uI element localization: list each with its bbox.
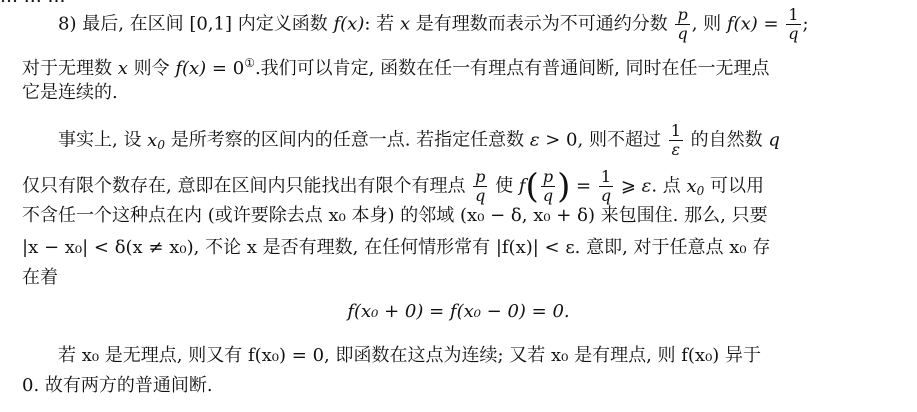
fraction-denominator: q xyxy=(600,186,612,205)
formula-text: f(x₀ + 0) = f(x₀ − 0) = 0. xyxy=(347,301,570,322)
paragraph-3-line-2 xyxy=(0,375,917,397)
fraction-1-over-epsilon xyxy=(669,122,683,159)
text: , 则 xyxy=(691,13,727,35)
math-fx: f(x) xyxy=(175,58,207,79)
math-epsilon: ε xyxy=(641,175,652,197)
paragraph-1-line-2 xyxy=(0,52,917,80)
paragraph-3-line-1 xyxy=(0,345,917,367)
paragraph-2-line-4 xyxy=(0,237,917,259)
text: |x − x₀| < δ(x ≠ x₀), 不论 x 是否有理数, 在任何情形常有 |f(x)| < ε. 意即, 对于任意点 x₀ 存 xyxy=(22,237,771,258)
right-paren: ) xyxy=(557,166,571,207)
text: 事实上, 设 xyxy=(58,129,148,151)
fraction-p-over-q xyxy=(541,168,555,205)
fraction-numerator: 1 xyxy=(670,121,681,140)
paragraph-2-line-5 xyxy=(0,267,917,289)
text: = xyxy=(757,13,785,35)
fraction-numerator: p xyxy=(475,167,486,186)
text: 若 x₀ 是无理点, 则又有 f(x₀) = 0, 即函数在这点为连续; 又若 x₀ 是有理点, 则 f(x₀) 异于 xyxy=(58,345,762,366)
math-x: x xyxy=(399,13,411,35)
text: 在着 xyxy=(22,267,58,288)
fraction-numerator: p xyxy=(677,5,688,24)
math-x0 xyxy=(147,130,165,151)
text: > 0, 则不超过 xyxy=(539,129,667,151)
subscript: 0 xyxy=(157,137,165,152)
text: 是所考察的区间内的任意一点. 若指定任意数 xyxy=(164,129,530,151)
math-x0 xyxy=(686,176,704,197)
fraction-denominator: q xyxy=(677,24,688,43)
fraction-denominator: q xyxy=(788,24,799,43)
cut-off-previous-line xyxy=(0,0,917,2)
text: = xyxy=(570,175,597,197)
math-f: f xyxy=(518,175,526,197)
fraction-numerator: 1 xyxy=(786,6,800,25)
fraction-p-over-q xyxy=(473,168,487,205)
text: . 点 xyxy=(651,175,687,197)
text: ⩾ xyxy=(615,175,642,197)
text: 使 xyxy=(489,175,519,197)
text: 对于无理数 xyxy=(22,58,118,79)
display-formula xyxy=(0,301,917,323)
text: 仅只有限个数存在, 意即在区间内只能找出有限个有理点 xyxy=(22,175,472,197)
fraction-numerator: p xyxy=(542,167,554,186)
paragraph-2-line-1 xyxy=(0,122,917,159)
fraction-1-over-q xyxy=(786,6,800,43)
text: 则令 xyxy=(127,58,176,79)
text: 可以用 xyxy=(704,175,765,197)
text: 是有理数而表示为不可通约分数 xyxy=(410,13,674,35)
fraction-denominator: q xyxy=(542,186,554,205)
fraction-denominator: q xyxy=(475,186,486,205)
var: x xyxy=(147,129,158,151)
fraction-denominator: ε xyxy=(671,140,681,159)
paragraph-1-line-1 xyxy=(0,6,917,43)
fraction-1-over-q xyxy=(599,168,613,205)
text: ; xyxy=(802,13,809,35)
paragraph-2-line-3 xyxy=(0,205,917,227)
var: x xyxy=(686,175,697,197)
text: 8) 最后, 在区间 [0,1] 内定义函数 xyxy=(58,13,334,35)
math-epsilon: ε xyxy=(529,129,540,151)
text: 不含任一个这种点在内 (或许要除去点 x₀ 本身) 的邻域 (x₀ − δ, x₀ + δ) 来包围住. 那么, 只要 xyxy=(22,205,768,226)
text: 的自然数 xyxy=(684,129,769,151)
paragraph-2-line-2 xyxy=(0,168,917,205)
text: 它是连续的. xyxy=(22,82,118,103)
text: 0. 故有两方的普通间断. xyxy=(22,375,213,396)
math-x: x xyxy=(117,58,128,79)
math-q: q xyxy=(768,129,780,151)
text: = 0 xyxy=(206,58,245,79)
footnote-marker[interactable]: ① xyxy=(244,56,255,70)
fraction-numerator: 1 xyxy=(599,168,613,187)
text: .我们可以肯定, 函数在任一有理点有普通间断, 同时在任一无理点 xyxy=(254,58,770,79)
math-fx: f(x) xyxy=(333,13,365,35)
text: : 若 xyxy=(364,13,400,35)
subscript: 0 xyxy=(696,183,705,198)
paragraph-1-line-3 xyxy=(0,82,917,104)
math-fx: f(x) xyxy=(726,13,758,35)
fraction-p-over-q xyxy=(675,6,689,43)
left-paren: ( xyxy=(525,166,539,207)
